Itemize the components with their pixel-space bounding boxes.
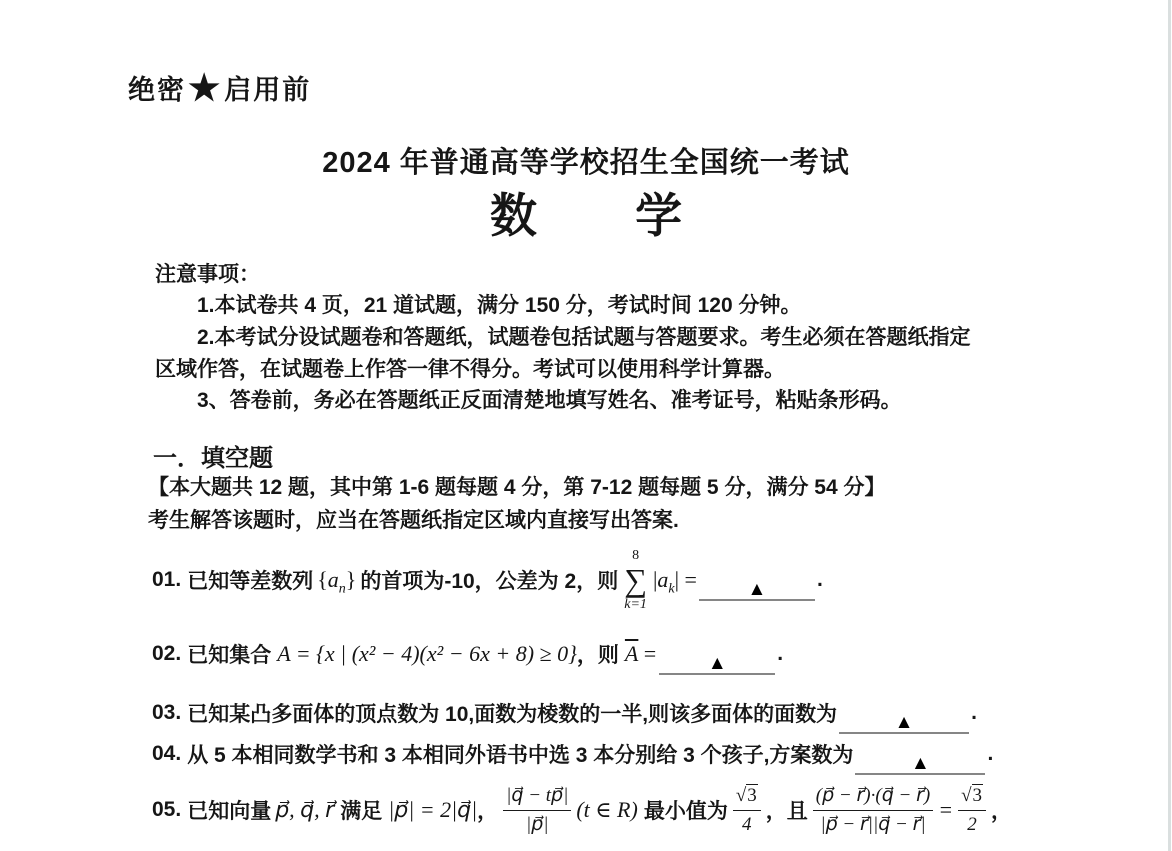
answer-blank [699, 573, 815, 601]
triangle-marker-icon: ▲ [747, 578, 767, 600]
fraction-denominator: |p⃗ − r⃗||q⃗ − r⃗| [820, 813, 926, 835]
fraction-sqrt3-over-2 [958, 784, 986, 837]
fraction-q-minus-tp [503, 784, 571, 837]
radical-icon: √ [961, 784, 972, 806]
question-04-text: 从 5 本相同数学书和 3 本相同外语书中选 3 本分别给 3 个孩子,方案数为 [187, 744, 854, 767]
subject-char-1: 数 [489, 189, 537, 242]
question-02-number: 02. [152, 642, 182, 665]
fraction-numerator: |q⃗ − tp⃗| [503, 784, 571, 811]
fraction-dot-product [813, 784, 933, 837]
notice-title: 注意事项： [155, 263, 260, 286]
notice-item-1: 1.本试卷共 4 页，21 道试题，满分 150 分，考试时间 120 分钟。 [197, 294, 802, 317]
triangle-marker-icon: ▲ [707, 652, 727, 674]
sigma-icon: ∑ [624, 561, 648, 598]
summation-upper-limit: 8 [632, 547, 640, 563]
page-right-edge-line [1168, 0, 1171, 851]
fraction-denominator: 2 [967, 813, 977, 835]
question-05-text-1: 已知向量 [187, 800, 272, 823]
answer-blank [839, 706, 969, 734]
equals-sign: = [938, 797, 954, 822]
question-05-text-2: 满足 [340, 800, 383, 823]
vector-list: p⃗, q⃗, r⃗ [275, 797, 335, 822]
question-05-number: 05. [152, 798, 182, 821]
question-01-text-1: 已知等差数列 [187, 570, 314, 593]
fraction-denominator: 4 [742, 813, 752, 835]
summation-lower-limit: k=1 [624, 596, 647, 612]
fraction-sqrt3-over-4 [733, 784, 761, 837]
secrecy-text-pre: 绝密 [128, 75, 186, 105]
secrecy-label [128, 68, 311, 107]
subject-char-2: 学 [635, 189, 683, 242]
section-instruction: 考生解答该题时，应当在答题纸指定区域内直接写出答案. [148, 509, 679, 532]
subject-title [0, 190, 1172, 242]
exam-title: 2024 年普通高等学校招生全国统一考试 [322, 147, 850, 179]
notice-item-2-line-2: 区域作答，在试题卷上作答一律不得分。考试可以使用科学计算器。 [155, 358, 785, 381]
question-01-text-2: 的首项为-10，公差为 2，则 [360, 570, 619, 593]
question-01-period: . [816, 568, 823, 591]
section-heading: 一．填空题 [153, 445, 273, 472]
fraction-numerator: √3 [958, 784, 986, 811]
vector-condition: |p⃗| = 2|q⃗| [388, 797, 478, 822]
set-expression: A = {x | (x² − 4)(x² − 6x + 8) ≥ 0} [277, 641, 577, 666]
notice-item-2-line-1: 2.本考试分设试题卷和答题纸，试题卷包括试题与答题要求。考生必须在答题纸指定 [197, 326, 971, 349]
question-01-number: 01. [152, 568, 182, 591]
question-03-number: 03. [152, 701, 182, 724]
question-02-period: . [777, 642, 784, 665]
notice-item-3: 3、答卷前，务必在答题纸正反面清楚地填写姓名、准考证号，粘贴条形码。 [197, 389, 902, 412]
question-05-comma-1: ， [477, 800, 499, 823]
fraction-denominator: |p⃗| [525, 813, 549, 835]
question-02-text-1: 已知集合 [187, 644, 272, 667]
answer-blank [659, 647, 775, 675]
radical-icon: √ [735, 784, 747, 806]
question-03-period: . [971, 701, 977, 724]
question-04-period: . [987, 742, 994, 765]
fraction-numerator: √3 [733, 784, 761, 811]
triangle-marker-icon: ▲ [911, 752, 930, 774]
summation-symbol [624, 549, 647, 612]
sequence-notation: $\{a_n\}$ [317, 567, 357, 597]
section-rules: 【本大题共 12 题，其中第 1-6 题每题 4 分，第 7-12 题每题 5 分，满分 54 分】 [148, 476, 886, 499]
question-05-text-4: ，且 [765, 800, 808, 823]
question-02 [152, 628, 783, 680]
fraction-numerator: (p⃗ − r⃗)·(q⃗ − r⃗) [813, 784, 933, 811]
parameter-domain: (t ∈ R) [576, 797, 638, 822]
star-icon: ★ [188, 66, 223, 108]
question-05-text-3: 最小值为 [643, 800, 728, 823]
question-05 [152, 766, 1012, 851]
equals-sign: = [642, 641, 658, 666]
question-04-number: 04. [152, 742, 182, 765]
summation-term: $|a_k|$ = [653, 567, 697, 597]
set-complement: $\overline{A}$ [624, 641, 639, 666]
question-01 [152, 545, 823, 615]
secrecy-text-post: 启用前 [224, 75, 312, 105]
triangle-marker-icon: ▲ [894, 711, 914, 733]
question-05-comma-2: ， [991, 800, 1013, 823]
question-03 [152, 696, 977, 733]
question-02-text-2: ，则 [576, 644, 619, 667]
question-03-text: 已知某凸多面体的顶点数为 10,面数为棱数的一半,则该多面体的面数为 [187, 703, 838, 726]
